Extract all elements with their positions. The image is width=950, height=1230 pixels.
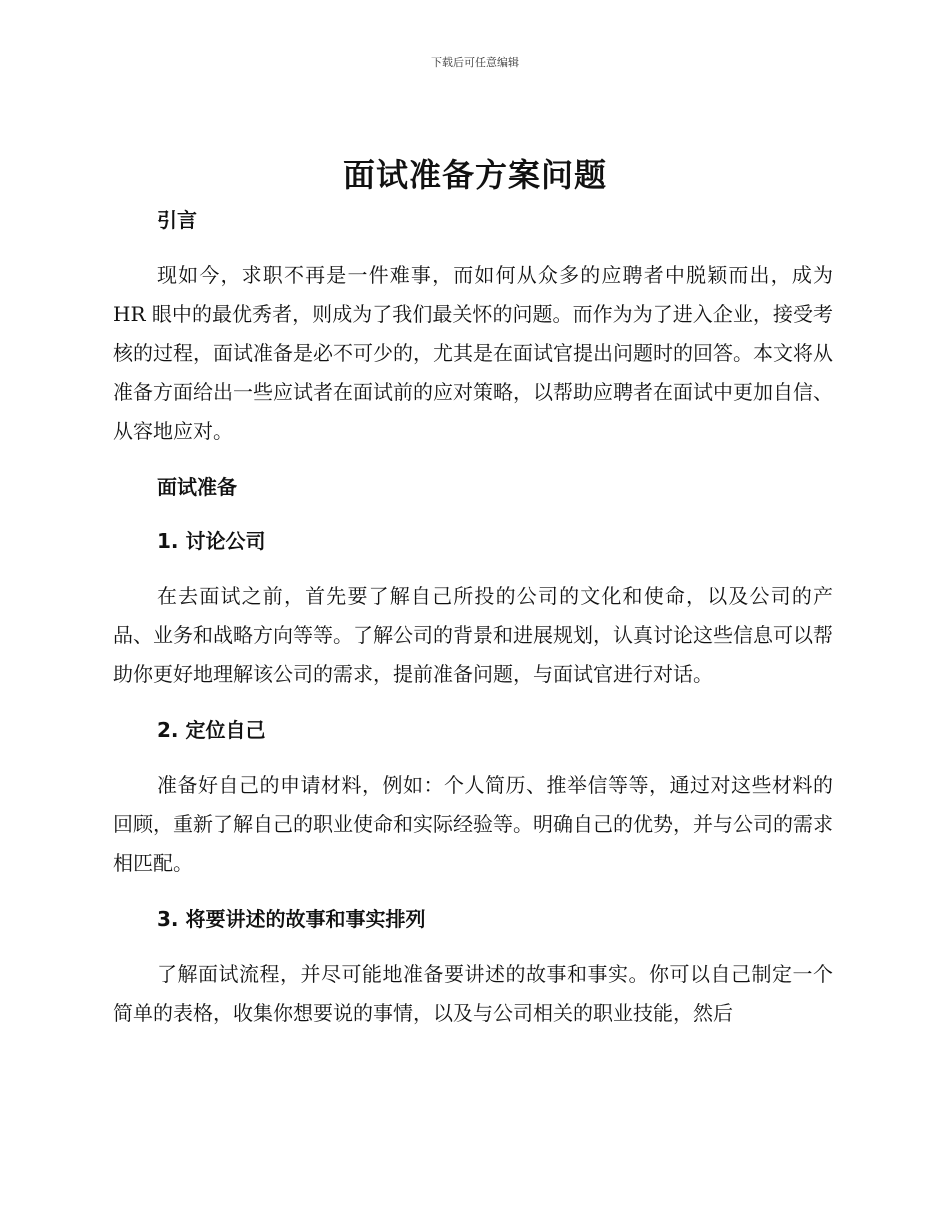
subsection-paragraph-3: 了解面试流程，并尽可能地准备要讲述的故事和事实。你可以自己制定一个简单的表格，收集你想要说的事情，以及与公司相关的职业技能，然后 (113, 962, 833, 1025)
subsection-heading-3: 3. 将要讲述的故事和事实排列 (157, 907, 426, 931)
section-heading-preparation: 面试准备 (157, 475, 237, 499)
document-body (113, 202, 833, 1033)
intro-paragraph: 现如今，求职不再是一件难事，而如何从众多的应聘者中脱颖而出，成为 HR 眼中的最优秀者，则成为了我们最关怀的问题。而作为为了进入企业，接受考核的过程，面试准备是必不可少的，尤其是在面试官提出问题时的回答。本文将从准备方面给出一些应试者在面试前的应对策略，以帮助应聘者在面试中更加自信、从容地应对。 (113, 263, 833, 443)
subsection-heading-2: 2. 定位自己 (157, 718, 266, 742)
subsection-paragraph-2: 准备好自己的申请材料，例如：个人简历、推举信等等，通过对这些材料的回顾，重新了解自己的职业使命和实际经验等。明确自己的优势，并与公司的需求相匹配。 (113, 773, 833, 875)
document-title: 面试准备方案问题 (342, 156, 607, 194)
subsection-heading-1: 1. 讨论公司 (157, 529, 266, 553)
section-heading-intro: 引言 (157, 208, 197, 232)
header-note: 下载后可任意编辑 (431, 56, 519, 69)
subsection-paragraph-1: 在去面试之前，首先要了解自己所投的公司的文化和使命，以及公司的产品、业务和战略方向等等。了解公司的背景和进展规划，认真讨论这些信息可以帮助你更好地理解该公司的需求，提前准备问题，与面试官进行对话。 (113, 584, 833, 686)
